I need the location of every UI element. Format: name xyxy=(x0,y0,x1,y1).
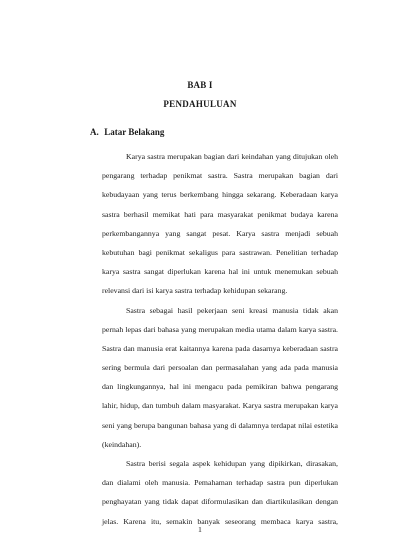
paragraph-line: pengarang terhadap penikmat sastra. Sastra merupakan bagian dari xyxy=(102,171,338,181)
paragraph-2 xyxy=(102,301,338,455)
paragraph-line: penghayatan yang tidak dapat diformulasikan dan diartikulasikan dengan xyxy=(102,497,338,507)
paragraph-line: Sastra dan manusia erat kaitannya karena pada dasarnya keberadaan sastra xyxy=(102,343,338,353)
paragraph-line: Sastra berisi segala aspek kehidupan yang dipikirkan, dirasakan, xyxy=(126,459,338,468)
section-title: Latar Belakang xyxy=(104,127,165,137)
paragraph-1 xyxy=(102,147,338,301)
paragraph-line: kebudayaan yang terus berkembang hingga sekarang. Keberadaan karya xyxy=(102,190,338,200)
paragraph-line: pernah lepas dari bahasa yang merupakan media utama dalam karya sastra. xyxy=(102,324,338,334)
paragraph-line: jelas. Karena itu, semakin banyak seseorang membaca karya sastra, xyxy=(102,516,338,526)
paragraph-line: dan dialami oleh manusia. Pemahaman terhadap sastra pun diperlukan xyxy=(102,478,338,488)
paragraph-line: karya sastra sangat diperlukan karena hal ini untuk menemukan sebuah xyxy=(102,267,338,277)
paragraph-line: sering bermula dari persoalan dan permasalahan yang ada pada manusia xyxy=(102,363,338,373)
paragraph-line: lahir, hidup, dan tumbuh dalam masyarakat. Karya sastra merupakan karya xyxy=(102,401,338,411)
paragraph-line: (keindahan). xyxy=(102,439,142,449)
paragraph-line: Sastra sebagai hasil pekerjaan seni kreasi manusia tidak akan xyxy=(126,305,338,315)
page-number: 1 xyxy=(198,525,202,534)
paragraph-line: Karya sastra merupakan bagian dari keindahan yang ditujukan oleh xyxy=(126,152,338,161)
paragraph-line: dan lingkungannya, hal ini mengacu pada pemikiran bahwa pengarang xyxy=(102,382,338,392)
section-heading xyxy=(90,127,164,137)
chapter-title: PENDAHULUAN xyxy=(163,99,237,109)
paragraph-line: relevansi dari isi karya sastra terhadap kehidupan sekarang. xyxy=(102,286,288,296)
chapter-number: BAB I xyxy=(187,80,213,90)
section-letter: A. xyxy=(90,127,99,137)
paragraph-line: sastra berhasil memikat hati para masyarakat penikmat budaya karena xyxy=(102,209,338,219)
paragraph-line: kebutuhan bagi penikmat sekaligus para sastrawan. Penelitian terhadap xyxy=(102,247,338,257)
paragraph-3 xyxy=(102,454,338,531)
body-text xyxy=(102,147,338,531)
paragraph-line: seni yang berupa bangunan bahasa yang di dalamnya terdapat nilai estetika xyxy=(102,420,338,430)
paragraph-line: perkembangannya yang sangat pesat. Karya sastra menjadi sebuah xyxy=(102,228,338,238)
